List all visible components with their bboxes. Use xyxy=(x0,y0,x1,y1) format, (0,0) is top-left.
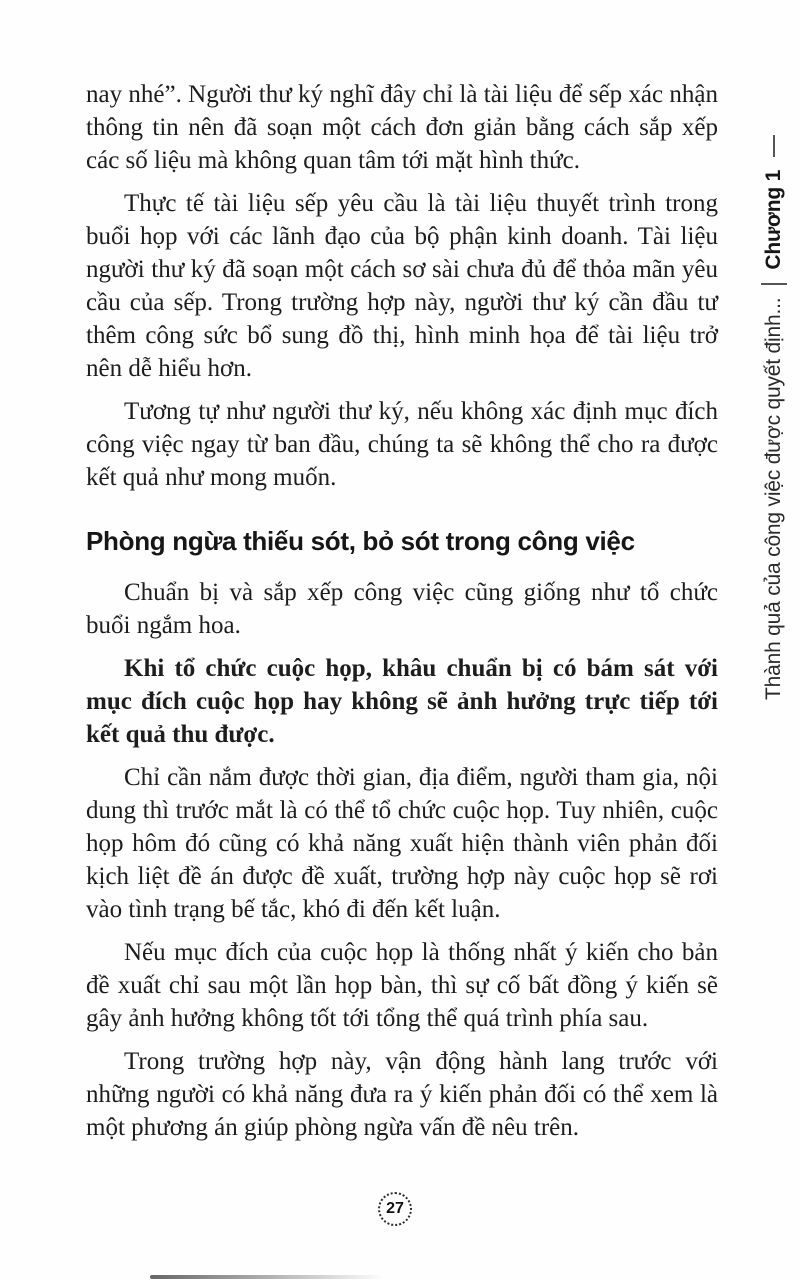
chapter-label: Chương 1 xyxy=(762,169,785,270)
body-text-column xyxy=(86,78,718,1154)
paragraph-emphasized: Khi tổ chức cuộc họp, khâu chuẩn bị có bám sát với mục đích cuộc họp hay không sẽ ảnh hưởng trực tiếp tới kết quả thu được. xyxy=(86,655,718,748)
paragraph: Chuẩn bị và sắp xếp công việc cũng giống như tổ chức buổi ngắm hoa. xyxy=(86,579,718,639)
paragraph: Tương tự như người thư ký, nếu không xác định mục đích công việc ngay từ ban đầu, chúng ta sẽ không thể cho ra được kết quả như mong muốn. xyxy=(86,398,718,491)
chapter-title: Thành quả của công việc được quyết định... xyxy=(762,297,785,700)
paragraph: Trong trường hợp này, vận động hành lang trước với những người có khả năng đưa ra ý kiến phản đối có thể xem là một phương án giúp phòng ngừa vấn đề nêu trên. xyxy=(86,1048,718,1141)
bottom-edge-scan-bar xyxy=(150,1275,385,1279)
chapter-side-tab xyxy=(756,130,792,700)
chapter-side-tab-rotated xyxy=(756,130,792,700)
section-heading: Phòng ngừa thiếu sót, bỏ sót trong công việc xyxy=(86,526,635,556)
page-number-badge xyxy=(378,1192,412,1226)
separator-line xyxy=(761,283,787,285)
end-dash-line xyxy=(773,135,775,157)
page-number: 27 xyxy=(386,1200,404,1217)
paragraph: Chỉ cần nắm được thời gian, địa điểm, người tham gia, nội dung thì trước mắt là có thể tổ chức cuộc họp. Tuy nhiên, cuộc họp hôm đó cũng có khả năng xuất hiện thành viên phản đối kịch liệt đề án được đề xuất, trường hợp này cuộc họp sẽ rơi vào tình trạng bế tắc, khó đi đến kết luận. xyxy=(86,764,718,923)
paragraph: Nếu mục đích của cuộc họp là thống nhất ý kiến cho bản đề xuất chỉ sau một lần họp bàn, thì sự cố bất đồng ý kiến sẽ gây ảnh hưởng không tốt tới tổng thể quá trình phía sau. xyxy=(86,939,718,1032)
paragraph: Thực tế tài liệu sếp yêu cầu là tài liệu thuyết trình trong buổi họp với các lãnh đạo của bộ phận kinh doanh. Tài liệu người thư ký đã soạn một cách sơ sài chưa đủ để thỏa mãn yêu cầu của sếp. Trong trường hợp này, người thư ký cần đầu tư thêm công sức bổ sung đồ thị, hình minh họa để tài liệu trở nên dễ hiểu hơn. xyxy=(86,190,718,382)
paragraph: nay nhé”. Người thư ký nghĩ đây chỉ là tài liệu để sếp xác nhận thông tin nên đã soạn một cách đơn giản bằng cách sắp xếp các số liệu mà không quan tâm tới mặt hình thức. xyxy=(86,81,718,174)
